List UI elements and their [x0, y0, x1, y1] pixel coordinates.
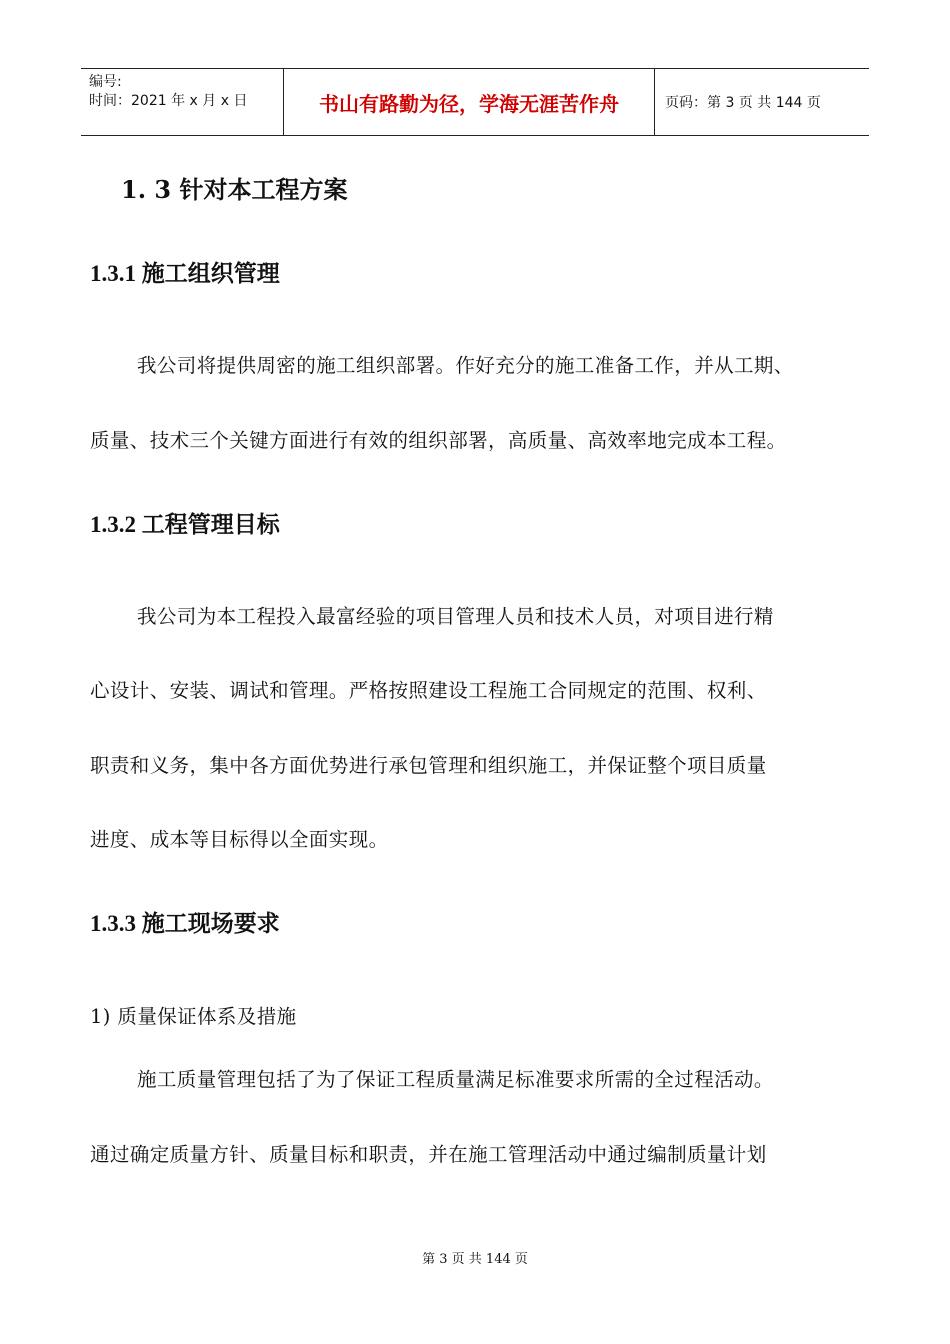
- page-header: [81, 68, 869, 136]
- motto-text: 书山有路勤为径，学海无涯苦作舟: [319, 91, 619, 116]
- header-motto: [283, 69, 655, 135]
- header-page-info: [655, 69, 869, 135]
- paragraph-line: 施工质量管理包括了为了保证工程质量满足标准要求所需的全过程活动。: [137, 1068, 774, 1091]
- page-footer: 第 3 页 共 144 页: [422, 1252, 528, 1267]
- heading-construction-organization: 1.3.1 施工组织管理: [90, 261, 280, 286]
- heading-site-requirements: 1.3.3 施工现场要求: [90, 911, 280, 936]
- document-number-label: 编号:: [89, 74, 122, 90]
- paragraph-line: 我公司将提供周密的施工组织部署。作好充分的施工准备工作，并从工期、: [137, 354, 794, 377]
- page-info-text: 页码：第 3 页 共 144 页: [665, 95, 821, 111]
- section-title: 1. 3 针对本工程方案: [121, 175, 348, 204]
- paragraph-line: 通过确定质量方针、质量目标和职责，并在施工管理活动中通过编制质量计划: [90, 1143, 767, 1166]
- paragraph-line: 心设计、安装、调试和管理。严格按照建设工程施工合同规定的范围、权利、: [90, 679, 767, 702]
- document-date: 时间：2021 年 x 月 x 日: [89, 93, 248, 109]
- heading-management-goals: 1.3.2 工程管理目标: [90, 512, 280, 537]
- paragraph-line: 质量、技术三个关键方面进行有效的组织部署，高质量、高效率地完成本工程。: [90, 429, 787, 452]
- paragraph-line: 进度、成本等目标得以全面实现。: [90, 828, 389, 851]
- paragraph-line: 我公司为本工程投入最富经验的项目管理人员和技术人员，对项目进行精: [137, 605, 774, 628]
- header-meta: [81, 69, 283, 135]
- list-item: 1) 质量保证体系及措施: [90, 1005, 297, 1028]
- paragraph-line: 职责和义务，集中各方面优势进行承包管理和组织施工，并保证整个项目质量: [90, 754, 767, 777]
